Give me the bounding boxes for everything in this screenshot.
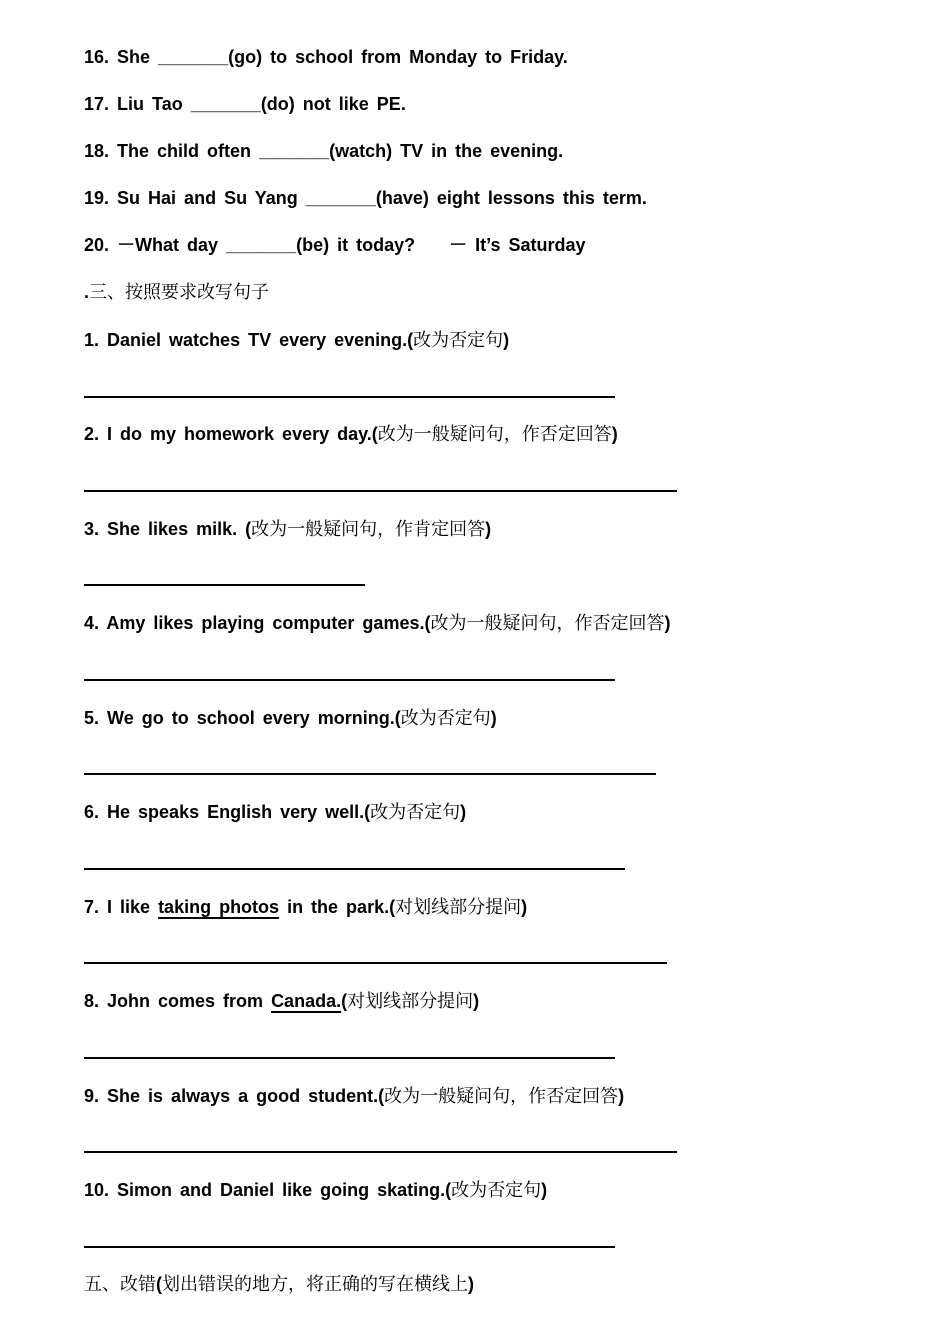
fill-item-19: 19. Su Hai and Su Yang _______(have) eight lessons this term.: [84, 188, 647, 208]
rewrite-item-9: 9. She is always a good student.(改为一般疑问句，作否定回答): [84, 1086, 625, 1107]
answer-line-5[interactable]: [84, 773, 656, 775]
section-5-heading: 五、改错(划出错误的地方，将正确的写在横线上): [84, 1274, 474, 1295]
section-3-heading: .三、按照要求改写句子: [84, 282, 270, 303]
rewrite-item-10: 10. Simon and Daniel like going skating.(改为否定句): [84, 1180, 548, 1201]
answer-line-4[interactable]: [84, 679, 615, 681]
answer-line-7[interactable]: [84, 962, 667, 964]
underlined-phrase: Canada.: [271, 991, 342, 1011]
answer-line-10[interactable]: [84, 1246, 615, 1248]
answer-line-8[interactable]: [84, 1057, 615, 1059]
rewrite-item-6: 6. He speaks English very well.(改为否定句): [84, 802, 467, 823]
rewrite-item-1: 1. Daniel watches TV every evening.(改为否定句): [84, 330, 510, 351]
fill-item-16: 16. She _______(go) to school from Monday to Friday.: [84, 47, 568, 67]
fill-item-20: 20. －What day _______(be) it today? － It’s Saturday: [84, 235, 586, 255]
fill-item-17: 17. Liu Tao _______(do) not like PE.: [84, 94, 406, 114]
answer-line-3[interactable]: [84, 584, 365, 586]
answer-line-6[interactable]: [84, 868, 625, 870]
answer-line-2[interactable]: [84, 490, 677, 492]
rewrite-item-4: 4. Amy likes playing computer games.(改为一般疑问句，作否定回答): [84, 613, 671, 634]
fill-item-18: 18. The child often _______(watch) TV in the evening.: [84, 141, 564, 161]
rewrite-item-2: 2. I do my homework every day.(改为一般疑问句，作否定回答): [84, 424, 618, 445]
rewrite-item-3: 3. She likes milk. (改为一般疑问句，作肯定回答): [84, 519, 492, 540]
answer-line-1[interactable]: [84, 396, 615, 398]
rewrite-item-5: 5. We go to school every morning.(改为否定句): [84, 708, 497, 729]
rewrite-item-8: 8. John comes from Canada.(对划线部分提问): [84, 991, 480, 1012]
rewrite-item-7: 7. I like taking photos in the park.(对划线部分提问): [84, 897, 528, 918]
answer-line-9[interactable]: [84, 1151, 677, 1153]
underlined-phrase: taking photos: [158, 897, 280, 917]
